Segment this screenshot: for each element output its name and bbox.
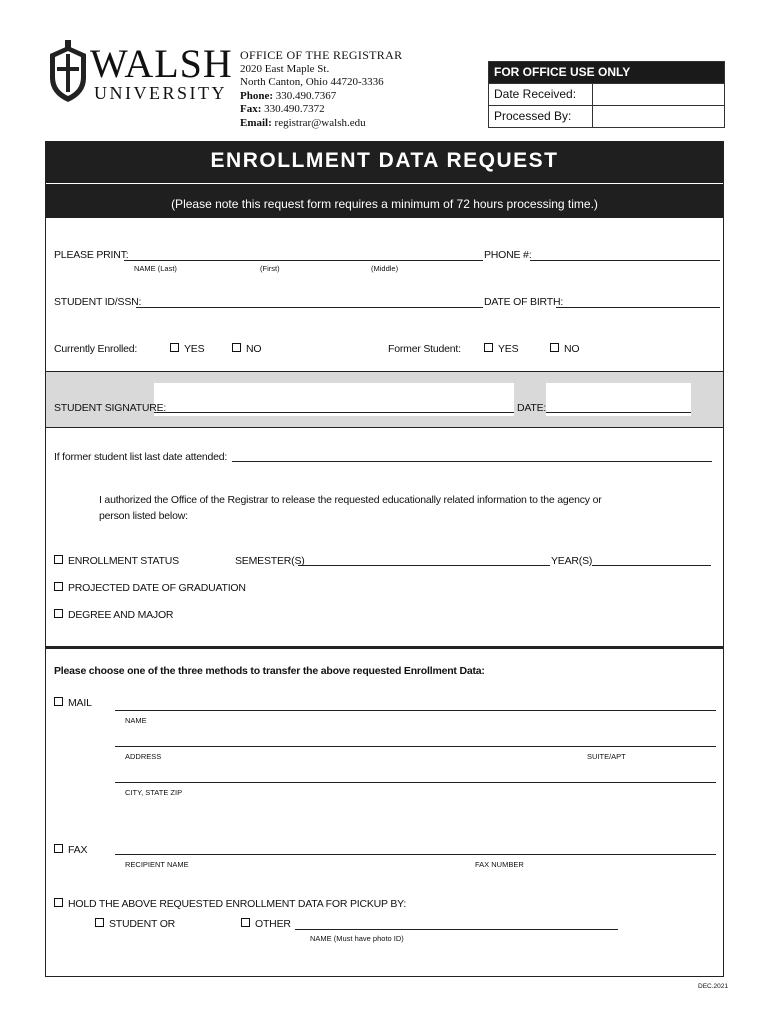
- photo-id-caption: NAME (Must have photo ID): [310, 934, 404, 943]
- phone-number: 330.490.7367: [275, 89, 337, 102]
- office-use-box: [488, 61, 725, 128]
- date-received-row: [489, 83, 724, 105]
- title-bar: [46, 142, 723, 218]
- email-address: registrar@walsh.edu: [274, 116, 366, 129]
- signature-date-label: DATE:: [517, 402, 547, 414]
- checkbox-icon[interactable]: [54, 898, 63, 907]
- currently-enrolled-label: Currently Enrolled:: [54, 343, 138, 355]
- mail-city-caption: CITY, STATE ZIP: [125, 788, 183, 797]
- mail-suite-caption: SUITE/APT: [587, 752, 626, 761]
- semesters-label: SEMESTER(S): [235, 555, 305, 567]
- semesters-field[interactable]: [298, 565, 550, 566]
- fax-option[interactable]: FAX: [54, 844, 87, 856]
- transfer-heading: Please choose one of the three methods to transfer the above requested Enrollment Data:: [54, 665, 485, 677]
- mail-name-field[interactable]: [115, 710, 716, 711]
- checkbox-icon[interactable]: [54, 844, 63, 853]
- former-student-label: Former Student:: [388, 343, 461, 355]
- checkbox-icon[interactable]: [95, 918, 104, 927]
- address-line1: 2020 East Maple St.: [240, 62, 330, 75]
- email-label: Email:: [240, 116, 272, 129]
- name-middle-caption: (Middle): [371, 264, 399, 273]
- logo-sub: UNIVERSITY: [94, 83, 227, 103]
- last-attended-label: If former student list last date attended:: [54, 451, 228, 463]
- dob-field[interactable]: [556, 307, 720, 308]
- checkbox-icon[interactable]: [241, 918, 250, 927]
- enrolled-yes-option[interactable]: YES: [170, 343, 204, 355]
- registrar-info: [240, 49, 402, 131]
- student-or-option[interactable]: STUDENT OR: [95, 918, 175, 930]
- mail-address-caption: ADDRESS: [125, 752, 162, 761]
- signature-date-field[interactable]: [546, 412, 691, 413]
- signature-field[interactable]: [154, 412, 514, 413]
- form-title: ENROLLMENT DATA REQUEST: [210, 149, 559, 172]
- former-no-option[interactable]: NO: [550, 343, 579, 355]
- mail-city-field[interactable]: [115, 782, 716, 783]
- checkbox-icon[interactable]: [54, 609, 63, 618]
- office-use-title: FOR OFFICE USE ONLY: [489, 62, 724, 83]
- projected-graduation-option[interactable]: PROJECTED DATE OF GRADUATION: [54, 582, 246, 594]
- fax-number-caption: FAX NUMBER: [475, 860, 524, 869]
- fax-number: 330.490.7372: [264, 103, 325, 116]
- degree-major-option[interactable]: DEGREE AND MAJOR: [54, 609, 173, 621]
- years-label: YEAR(S): [551, 555, 593, 567]
- logo-word: WALSH: [90, 41, 233, 86]
- signature-label: STUDENT SIGNATURE:: [54, 402, 167, 414]
- fax-label: Fax:: [240, 103, 262, 116]
- other-name-field[interactable]: [295, 929, 618, 930]
- last-attended-field[interactable]: [232, 461, 712, 462]
- please-print-label: PLEASE PRINT:: [54, 249, 129, 261]
- dob-label: DATE OF BIRTH:: [484, 296, 564, 308]
- checkbox-icon[interactable]: [170, 343, 179, 352]
- checkbox-icon[interactable]: [550, 343, 559, 352]
- section-divider: [46, 646, 723, 649]
- authorization-text: I authorized the Office of the Registrar to release the requested educationally related information to the agency or person listed below:: [99, 494, 602, 522]
- other-option[interactable]: OTHER: [241, 918, 291, 930]
- enrolled-no-option[interactable]: NO: [232, 343, 261, 355]
- date-received-label: Date Received:: [494, 87, 577, 101]
- checkbox-icon[interactable]: [484, 343, 493, 352]
- office-title: OFFICE OF THE REGISTRAR: [240, 48, 403, 62]
- student-id-label: STUDENT ID/SSN:: [54, 296, 142, 308]
- full-name-field[interactable]: [124, 260, 483, 261]
- checkbox-icon[interactable]: [232, 343, 241, 352]
- processed-by-label: Processed By:: [494, 109, 572, 123]
- former-yes-option[interactable]: YES: [484, 343, 518, 355]
- processed-by-row: [489, 105, 724, 127]
- hold-pickup-option[interactable]: HOLD THE ABOVE REQUESTED ENROLLMENT DATA FOR PICKUP BY:: [54, 898, 406, 910]
- student-id-field[interactable]: [136, 307, 483, 308]
- crest-icon: [44, 40, 92, 104]
- phone-label: PHONE #:: [484, 249, 532, 261]
- fax-recipient-caption: RECIPIENT NAME: [125, 860, 189, 869]
- name-first-caption: (First): [260, 264, 280, 273]
- mail-address-field[interactable]: [115, 746, 716, 747]
- checkbox-icon[interactable]: [54, 555, 63, 564]
- phone-label: Phone:: [240, 89, 273, 102]
- mail-option[interactable]: MAIL: [54, 697, 92, 709]
- checkbox-icon[interactable]: [54, 582, 63, 591]
- name-last-caption: NAME (Last): [134, 264, 177, 273]
- checkbox-icon[interactable]: [54, 697, 63, 706]
- processing-note: (Please note this request form requires a minimum of 72 hours processing time.): [171, 197, 598, 211]
- date-code: DEC.2021: [698, 983, 728, 990]
- years-field[interactable]: [592, 565, 711, 566]
- address-line2: North Canton, Ohio 44720-3336: [240, 76, 384, 89]
- mail-name-caption: NAME: [125, 716, 147, 725]
- fax-recipient-field[interactable]: [115, 854, 716, 855]
- enrollment-status-option[interactable]: ENROLLMENT STATUS: [54, 555, 179, 567]
- university-logo: [44, 38, 233, 108]
- phone-field[interactable]: [530, 260, 720, 261]
